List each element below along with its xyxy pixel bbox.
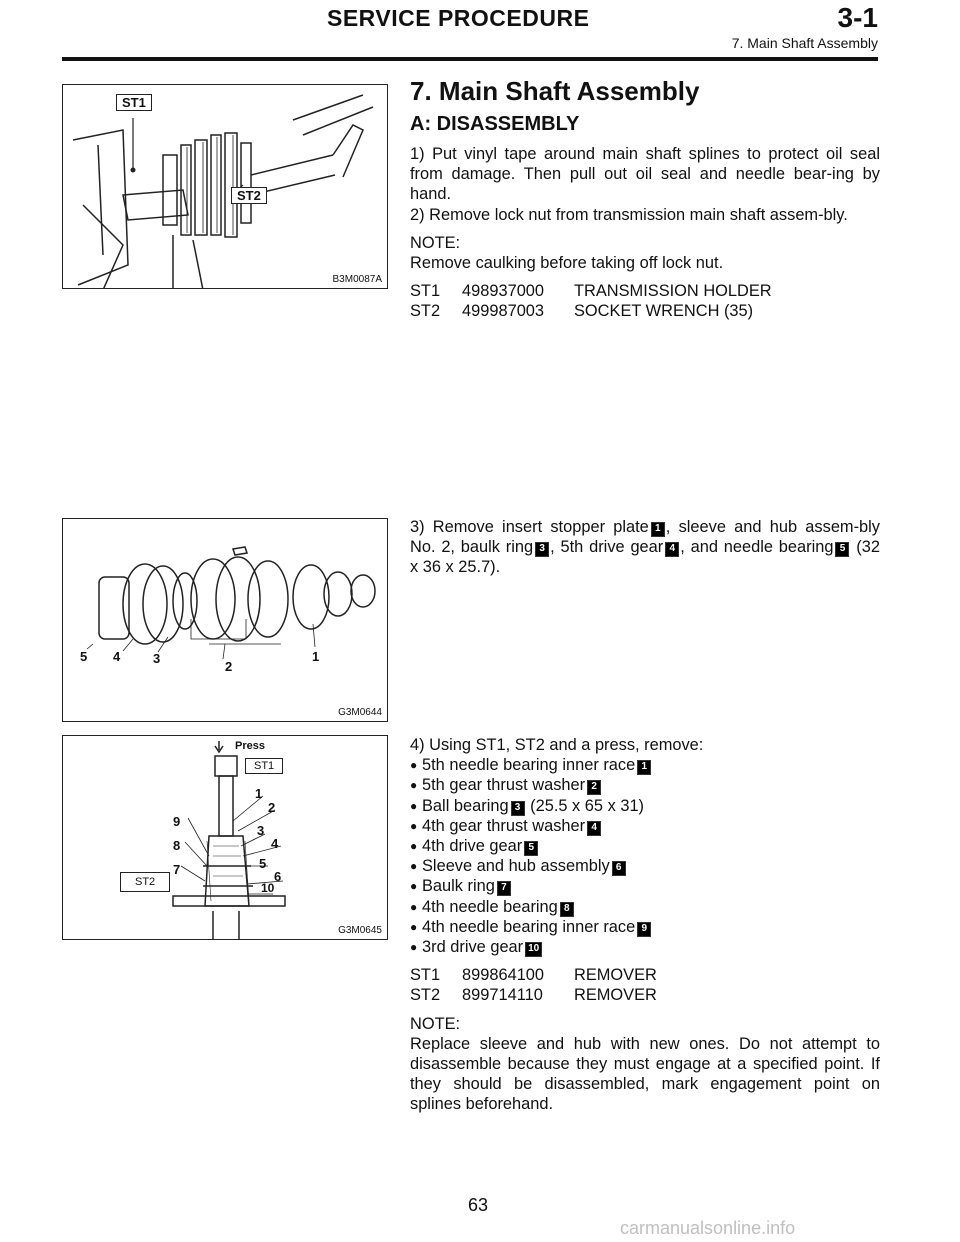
tool-name: REMOVER [574,966,657,985]
list-item: ● 4th needle bearing 8 [410,897,880,917]
callout-8: 8 [173,838,181,853]
ref-number: 9 [637,922,651,937]
tool-row [410,965,880,985]
tool-row [410,301,880,321]
figure-caption: B3M0087A [332,274,382,285]
tool-part: 899864100 [462,966,545,985]
callout-1: 1 [255,786,263,801]
disassembly-step-3 [410,517,880,578]
tool-row [410,985,880,1005]
subsection-title: A: DISASSEMBLY [410,113,580,135]
header-section-number: 3-1 [837,2,878,33]
ref-number: 4 [665,542,679,557]
ref-number: 7 [497,881,511,896]
tool-name: TRANSMISSION HOLDER [574,282,772,301]
list-item: ● 3rd drive gear 10 [410,937,880,957]
step-3: 3) Remove insert stopper plate 1 , sleeve and hub assem-bly No. 2, baulk ring 3 , 5th drive gear 4 , and needle bearing 5 (32 x 36 x 25.7). [410,518,880,577]
callout-2: 2 [225,659,233,674]
figure-g3m0645 [62,735,388,940]
figure-caption: G3M0645 [338,925,382,936]
ref-number: 8 [560,902,574,917]
ref-number: 1 [651,522,665,537]
section-title: 7. Main Shaft Assembly [410,76,700,106]
tool-part: 899714110 [462,986,543,1005]
watermark: carmanualsonline.info [620,1218,796,1238]
callout-9: 9 [173,814,181,829]
callout-10: 10 [261,881,275,895]
list-item: ● Baulk ring 7 [410,876,880,896]
ref-number: 3 [511,801,525,816]
ref-number: 5 [524,841,538,856]
step-4-intro: 4) Using ST1, ST2 and a press, remove: [410,736,704,754]
tool-id: ST2 [410,986,441,1005]
st2-label: ST2 [231,187,267,204]
callout-3: 3 [257,823,265,838]
list-item: ● Sleeve and hub assembly 6 [410,856,880,876]
note-1-label: NOTE: [410,233,461,252]
figure-g3m0644 [62,518,388,722]
callout-5: 5 [259,856,267,871]
tool-part: 499987003 [462,302,545,321]
ref-number: 4 [587,821,601,836]
callout-4: 4 [113,649,121,664]
page-number: 63 [468,1195,489,1215]
list-item: ● 4th drive gear 5 [410,836,880,856]
figure-b3m0087a [62,84,388,289]
tool-id: ST1 [410,966,441,985]
callout-3: 3 [153,651,161,666]
ref-number: 2 [587,780,601,795]
ref-number: 3 [535,542,549,557]
st1-label: ST1 [116,94,152,111]
tool-id: ST2 [410,302,441,321]
ref-number: 6 [612,861,626,876]
ref-number: 1 [637,760,651,775]
tool-name: REMOVER [574,986,657,1005]
press-label: Press [235,740,265,752]
figure-3-drawing [63,736,388,940]
ref-number: 10 [525,942,542,957]
step-2: 2) Remove lock nut from transmission main shaft assem-bly. [410,205,848,224]
callout-6: 6 [274,869,282,884]
note-2-text: Replace sleeve and hub with new ones. Do not attempt to disassemble because they must engage at a specified point. If they should be disassembled, mark engagement point on splines beforehand. [410,1034,880,1114]
list-item: ● 5th gear thrust washer 2 [410,775,880,795]
header-section-title: SERVICE PROCEDURE [327,5,590,31]
st1-label: ST1 [245,758,283,774]
list-item: ● 5th needle bearing inner race 1 [410,755,880,775]
list-item: ● 4th gear thrust washer 4 [410,816,880,836]
figure-1-drawing [63,85,388,289]
callout-1: 1 [312,649,320,664]
ref-number: 5 [835,542,849,557]
figure-caption: G3M0644 [338,707,382,718]
figure-2-drawing [63,519,388,722]
header-rule [62,57,878,61]
st2-label: ST2 [120,872,170,892]
disassembly-steps-1-2 [410,144,880,322]
callout-7: 7 [173,862,181,877]
header-subsection: 7. Main Shaft Assembly [731,35,878,51]
note-1-text: Remove caulking before taking off lock nut. [410,254,724,273]
list-item: ● 4th needle bearing inner race 9 [410,917,880,937]
note-2-label: NOTE: [410,1014,461,1033]
tool-id: ST1 [410,282,441,301]
tool-name: SOCKET WRENCH (35) [574,302,754,321]
step-1: 1) Put vinyl tape around main shaft splines to protect oil seal from damage. Then pull out oil seal and needle bear-ing by hand. [410,145,880,204]
callout-2: 2 [268,800,276,815]
callout-4: 4 [271,836,279,851]
callout-5: 5 [80,649,88,664]
tool-part: 498937000 [462,282,545,301]
list-item: ● Ball bearing 3 (25.5 x 65 x 31) [410,796,645,815]
tool-row [410,281,880,301]
disassembly-step-4 [410,735,880,1115]
